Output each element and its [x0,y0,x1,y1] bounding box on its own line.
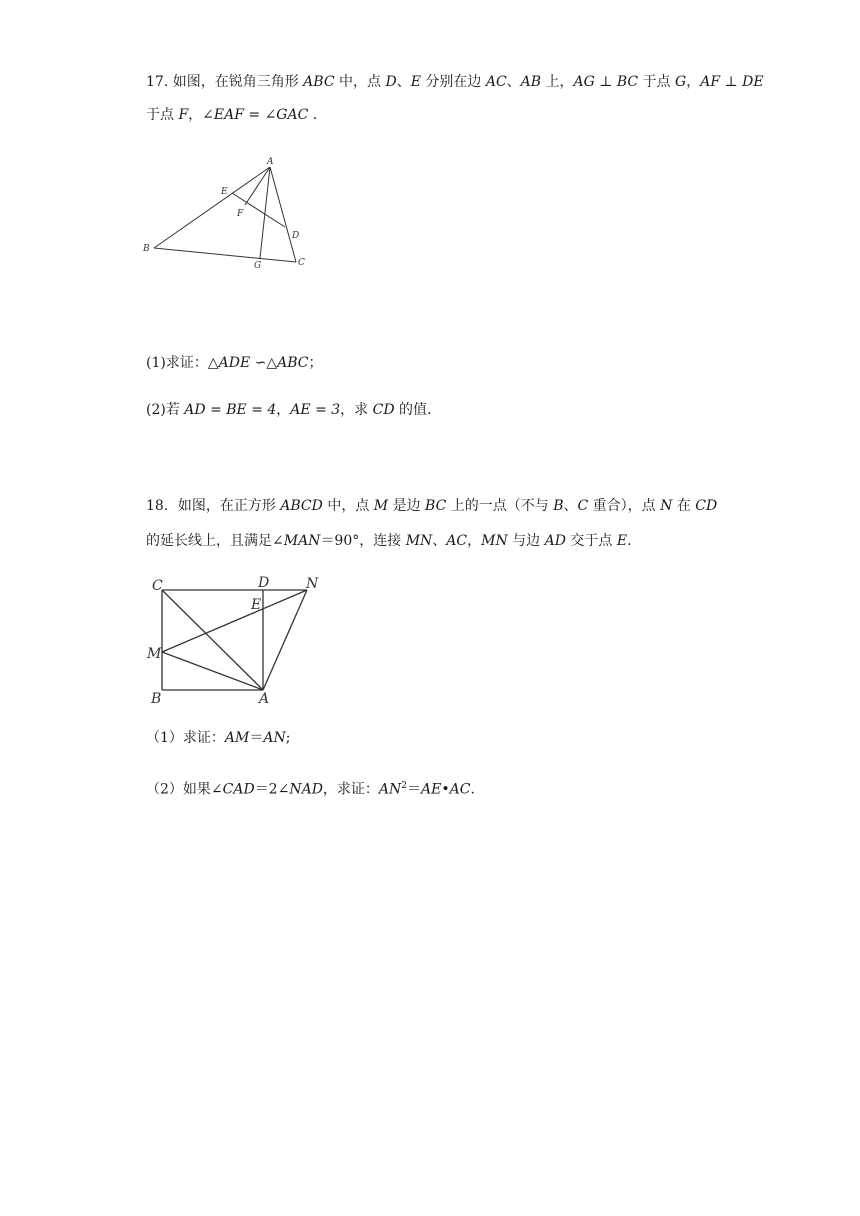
p18-label-d: D [258,575,270,591]
p17-label-e: E [221,187,228,197]
p18-label-n: N [306,576,319,592]
p18-question-1: （1）求证：AM＝AN; [146,730,291,746]
p18-label-a: A [259,691,270,707]
p18-label-c: C [152,578,163,594]
p17-question-2: (2)若 AD = BE = 4，AE = 3，求 CD 的值. [146,402,432,418]
p17-label-b: B [143,244,150,254]
p17-label-f: F [237,209,244,219]
p18-question-2: （2）如果∠CAD＝2∠NAD，求证：$AN^2=AE•AC$. [146,781,475,798]
p17-statement-line2: 于点 F，∠EAF = ∠GAC . [146,107,318,123]
p18-label-e: E [251,597,262,613]
p18-label-m: M [147,646,162,662]
p17-triangle-figure [140,152,320,277]
p18-square-figure [140,572,330,707]
p18-statement-line1: 18．如图，在正方形 ABCD 中，点 M 是边 BC 上的一点（不与 B、C 重合），点 N 在 CD [146,498,718,514]
p17-statement-line1: 17. 如图，在锐角三角形 ABC 中，点 D、E 分别在边 AC、AB 上，AG ⊥ BC 于点 G，AF ⊥ DE [146,74,764,90]
p18-segment-ma [162,652,263,690]
p18-label-b: B [151,691,162,707]
p17-segment-bc [154,248,296,262]
p18-statement-line2: 的延长线上，且满足∠MAN＝90°，连接 MN、AC，MN 与边 AD 交于点 E. [146,533,632,549]
p17-segment-ab [154,167,270,248]
p18-segment-mn [162,590,307,652]
p17-question-1: (1)求证：△ADE ∽△ABC； [146,355,323,371]
p18-segment-an [263,590,307,690]
p17-label-c: C [298,258,305,268]
p18-segment-ca [162,590,263,690]
p17-label-a: A [267,157,274,167]
p17-label-d: D [292,231,300,241]
p17-label-g: G [254,261,262,271]
p17-segment-ac [270,167,296,262]
